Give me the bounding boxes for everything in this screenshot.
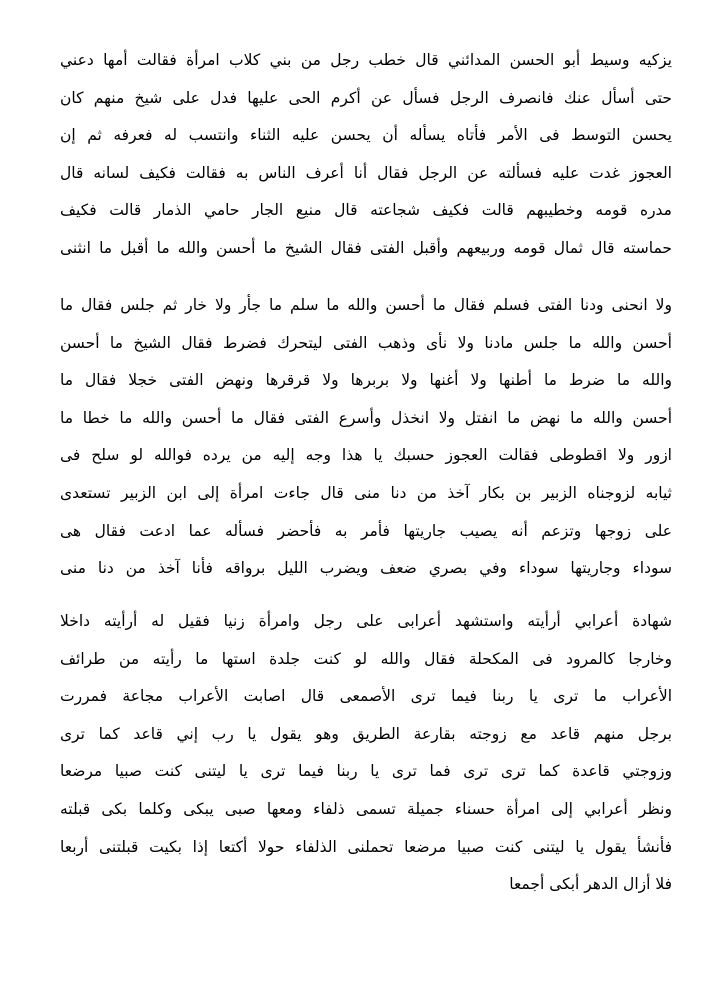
text-line: فأنشأ يقول يا ليتنى كنت صبيا مرضعا تحملنى الذلفاء حولا أكتعا إذا بكيت قبلتنى أربعا (60, 837, 672, 856)
text-line: وخارجا كالمرود فى المكحلة فقال والله لو كنت جلدة استها ما رأيته من طرائف (60, 649, 672, 668)
text-line: ونظر أعرابي إلى امرأة حسناء جميلة تسمى ذلفاء ومعها صبى يبكى وكلما بكى قبلته (60, 799, 672, 818)
text-line: مدره قومه وخطيبهم قالت فكيف شجاعته قال منيع الجار حامي الذمار قالت فكيف (60, 201, 672, 220)
text-line: برجل منهم قاعد مع زوجته بقارعة الطريق وهو يقول يا رب إني قاعد كما ترى (60, 724, 672, 743)
paragraph-2 (60, 287, 672, 588)
text-line: وزوجتي قاعدة كما ترى ترى فما ترى يا ربنا فيما ترى يا ليتنى كنت صبيا مرضعا (60, 762, 672, 781)
text-line: يزكيه وسيط أبو الحسن المدائني قال خطب رجل من بني كلاب امرأة فقالت أمها دعني (60, 51, 672, 69)
text-line: والله ما ضرط ما أطنها ولا أغنها ولا بربرها ولا قرقرها ونهض الفتى خجلا فقال ما (60, 371, 672, 390)
text-line: أحسن والله ما جلس مادنا ولا نأى وذهب الفتى ليتحرك فضرط فقال الشيخ ما أحسن (60, 333, 672, 352)
text-line: العجوز غدت عليه فسألته عن الرجل فقال أنا أعرف الناس به فقالت فكيف لسانه قال (60, 163, 672, 182)
text-line: أحسن والله ما نهض ما انفتل ولا انخذل وأسرع الفتى فقال ما أحسن والله ما خطا ما (60, 408, 672, 427)
text-line: ازور ولا اقطوطى فقالت العجوز حسبك يا هذا وجه إليه من يرده فوالله لو سلح فى (60, 446, 672, 465)
text-line: الأعراب ما ترى يا ربنا فيما ترى الأصمعى قال اصابت الأعراب مجاعة فمررت (60, 687, 672, 706)
text-line: سوداء وجاريتها سوداء وفي بصري ضعف ويضرب الليل برواقه فأنا آخذ من دنا منى (60, 559, 672, 578)
text-line: حماسته قال ثمال قومه وربيعهم وأقبل الفتى فقال الشيخ ما أحسن والله ما أقبل ما انثنى (60, 238, 672, 257)
text-line: ثيابه لزوجناه الزبير بن بكار آخذ من دنا منى قال جاءت امرأة إلى ابن الزبير تستعدى (60, 483, 672, 502)
paragraph-1 (60, 42, 672, 268)
text-line: ولا انحنى ودنا الفتى فسلم فقال ما أحسن والله ما سلم ما جأر ولا خار ثم جلس فقال ما (60, 296, 672, 314)
text-line: فلا أزال الدهر أبكى أجمعا (509, 875, 672, 894)
text-line: شهادة أعرابي أرأيته واستشهد أعرابى على رجل وامرأة زنيا فقيل له أرأيته داخلا (60, 612, 672, 630)
paragraph-3 (60, 603, 672, 904)
text-line: حتى أسأل عنك فانصرف الرجل فسأل عن أكرم الحى عليها فدل على شيخ منهم كان (60, 88, 672, 107)
text-line: على زوجها وتزعم أنه يصيب جاريتها فأمر به فأحضر فسأله عما ادعت فقال هى (60, 521, 672, 540)
text-line: يحسن التوسط فى الأمر فأتاه يسأله أن يحسن عليه الثناء وانتسب له فعرفه ثم إن (60, 126, 672, 145)
